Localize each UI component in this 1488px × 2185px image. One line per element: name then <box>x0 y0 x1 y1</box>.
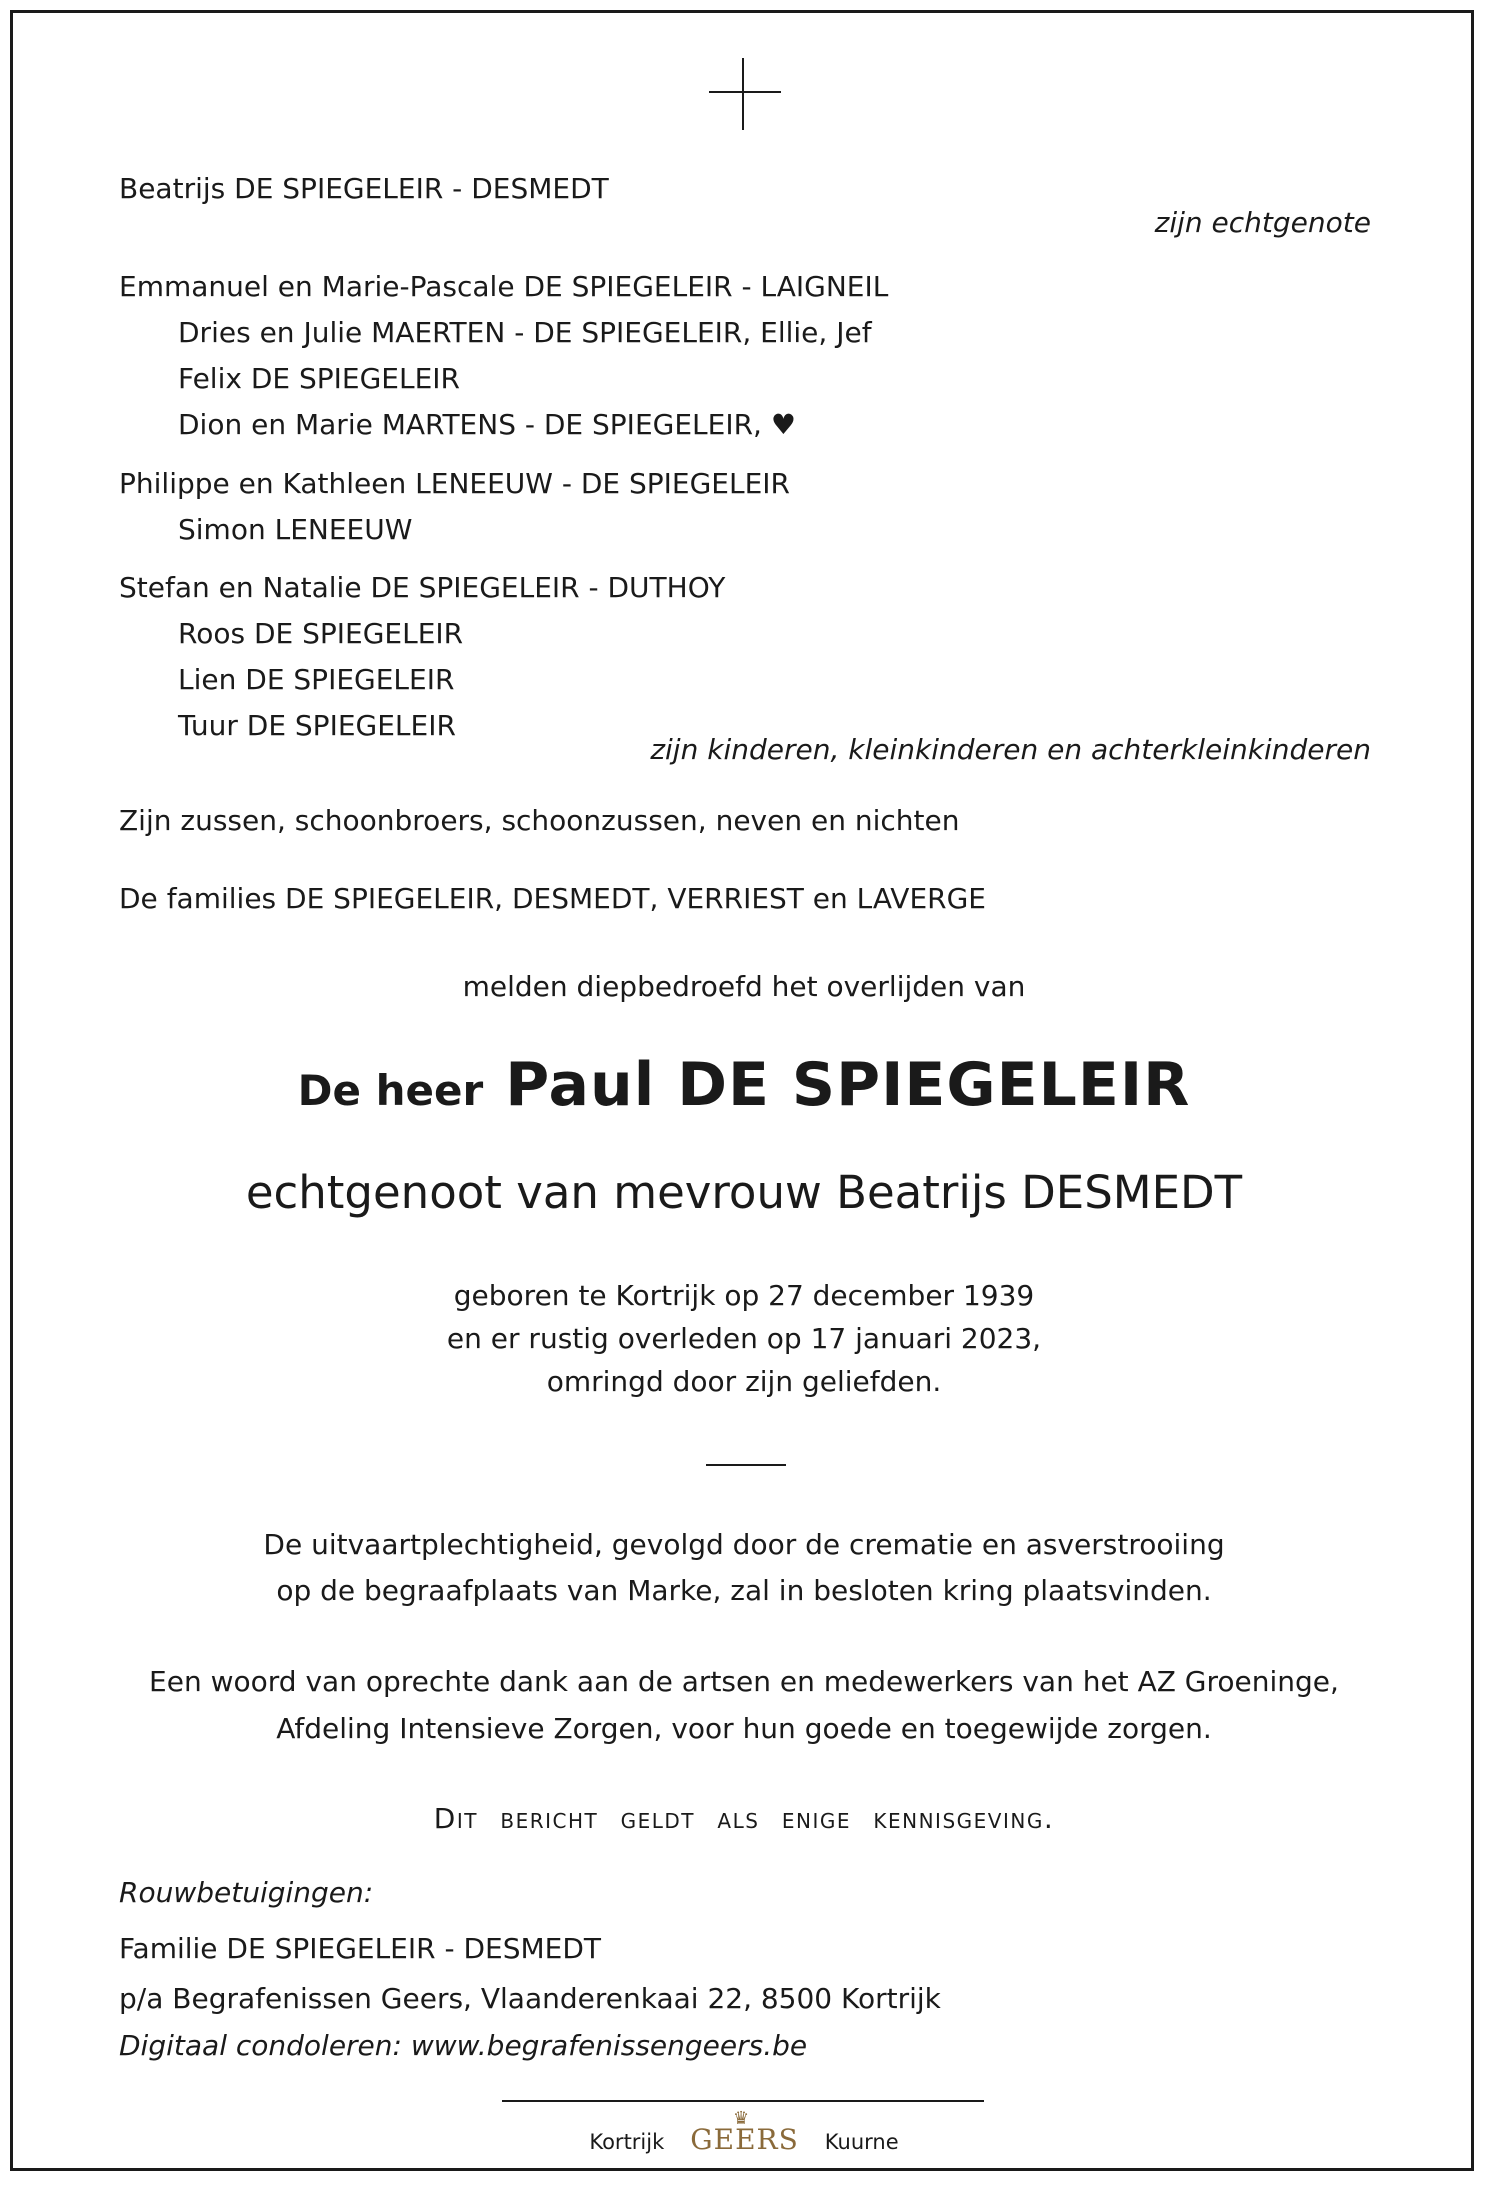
spouse-name: Beatrijs DE SPIEGELEIR - DESMEDT <box>119 172 609 205</box>
siblings-line: Zijn zussen, schoonbroers, schoonzussen, neven en nichten <box>119 804 960 837</box>
footer <box>0 2120 1488 2162</box>
grandchild-1-1: Dries en Julie MAERTEN - DE SPIEGELEIR, Ellie, Jef <box>178 316 872 349</box>
thanks-line-2: Afdeling Intensieve Zorgen, voor hun goede en toegewijde zorgen. <box>276 1712 1212 1745</box>
grandchild-3-3: Tuur DE SPIEGELEIR <box>178 709 456 742</box>
born-line: geboren te Kortrijk op 27 december 1939 <box>453 1279 1035 1312</box>
grandchild-3-1: Roos DE SPIEGELEIR <box>178 617 464 650</box>
deceased-name-line <box>0 1050 1488 1120</box>
children-role: zijn kinderen, kleinkinderen en achterkleinkinderen <box>650 733 1371 766</box>
condolences-address: p/a Begrafenissen Geers, Vlaanderenkaai 22, 8500 Kortrijk <box>119 1982 941 2015</box>
condolences-online: Digitaal condoleren: www.begrafenissengeers.be <box>119 2029 808 2062</box>
footer-left: Kortrijk <box>589 2130 665 2154</box>
grandchild-3-2: Lien DE SPIEGELEIR <box>178 663 455 696</box>
deceased-spouse-line: echtgenoot van mevrouw Beatrijs DESMEDT <box>245 1166 1243 1219</box>
notice-line: Dit bericht geldt als enige kennisgeving. <box>433 1802 1055 1835</box>
families-line: De families DE SPIEGELEIR, DESMEDT, VERRIEST en LAVERGE <box>119 882 986 915</box>
condolences-heading: Rouwbetuigingen: <box>119 1876 374 1909</box>
divider-long <box>502 2100 984 2102</box>
grandchild-1-2: Felix DE SPIEGELEIR <box>178 362 460 395</box>
surrounded-line: omringd door zijn geliefden. <box>546 1365 942 1398</box>
child-3-name: Stefan en Natalie DE SPIEGELEIR - DUTHOY <box>119 571 726 604</box>
died-line: en er rustig overleden op 17 januari 2023, <box>446 1322 1042 1355</box>
footer-brand-logo: GEERS <box>690 2123 799 2156</box>
deceased-name: Paul DE SPIEGELEIR <box>505 1050 1191 1120</box>
grandchild-2-1: Simon LENEEUW <box>178 513 413 546</box>
ceremony-line-1: De uitvaartplechtigheid, gevolgd door de crematie en asverstrooiing <box>263 1528 1225 1561</box>
announce-line: melden diepbedroefd het overlijden van <box>462 970 1026 1003</box>
ceremony-line-2: op de begraafplaats van Marke, zal in besloten kring plaatsvinden. <box>276 1574 1212 1607</box>
grandchild-1-3: Dion en Marie MARTENS - DE SPIEGELEIR, ♥ <box>178 408 796 441</box>
footer-right: Kuurne <box>824 2130 899 2154</box>
deceased-title: De heer <box>297 1066 484 1115</box>
child-1-name: Emmanuel en Marie-Pascale DE SPIEGELEIR - LAIGNEIL <box>119 270 889 303</box>
condolences-family: Familie DE SPIEGELEIR - DESMEDT <box>119 1932 602 1965</box>
spouse-role: zijn echtgenote <box>1154 206 1371 239</box>
crown-icon: ♛ <box>733 2108 750 2129</box>
child-2-name: Philippe en Kathleen LENEEUW - DE SPIEGELEIR <box>119 467 791 500</box>
divider-short <box>706 1464 786 1466</box>
thanks-line-1: Een woord van oprechte dank aan de artsen en medewerkers van het AZ Groeninge, <box>149 1665 1339 1698</box>
